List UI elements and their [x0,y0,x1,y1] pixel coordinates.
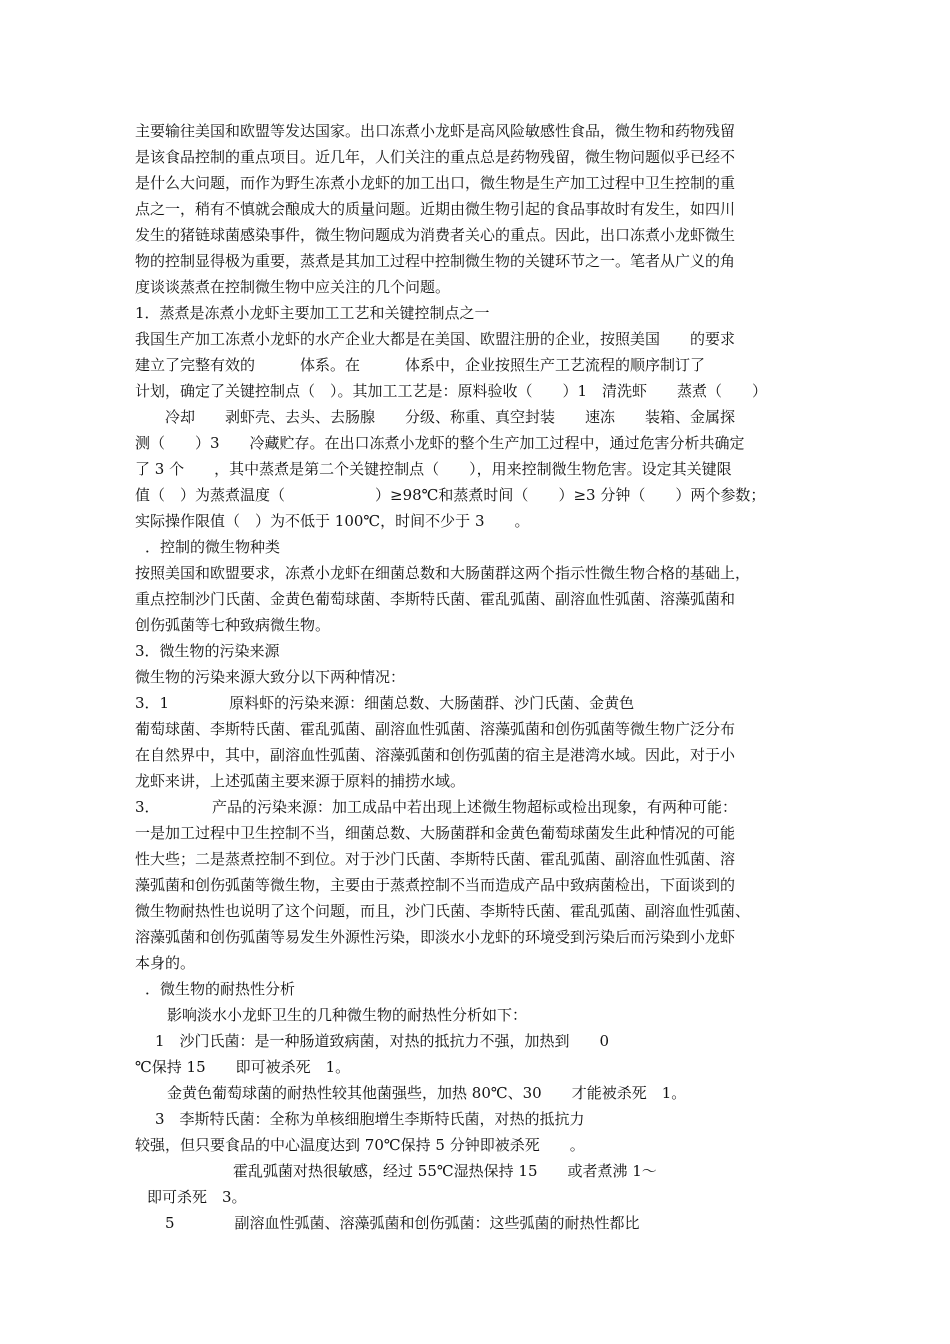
paragraph-line: 值（ ）为蒸煮温度（ ）≥98℃和蒸煮时间（ ）≥3 分钟（ ）两个参数； [135,486,766,504]
list-item: 1 沙门氏菌：是一种肠道致病菌，对热的抵抗力不强，加热到 0 [155,1032,610,1050]
paragraph-line: 重点控制沙门氏菌、金黄色葡萄球菌、李斯特氏菌、霍乱弧菌、副溶血性弧菌、溶藻弧菌和 [135,590,736,608]
paragraph-line: 建立了完整有效的 体系。在 体系中，企业按照生产工艺流程的顺序制订了 [135,356,706,374]
subsection-line: 3． 产品的污染来源：加工成品中若出现上述微生物超标或检出现象，有两种可能： [135,798,738,816]
paragraph-line: 即可杀死 3。 [147,1188,247,1206]
paragraph-line: 冷却 剥虾壳、去头、去肠腺 分级、称重、真空封装 速冻 装箱、金属探 [135,408,736,426]
list-item: 霍乱弧菌对热很敏感，经过 55℃湿热保持 15 或者煮沸 1～ [233,1162,657,1180]
section-heading: 3．微生物的污染来源 [135,642,280,660]
paragraph-line: 微生物的污染来源大致分以下两种情况： [135,668,406,686]
subsection-line: 3．1 原料虾的污染来源：细菌总数、大肠菌群、沙门氏菌、金黄色 [135,694,635,712]
paragraph-line: 创伤弧菌等七种致病微生物。 [135,616,331,634]
paragraph-line: 是该食品控制的重点项目。近几年，人们关注的重点总是药物残留，微生物问题似乎已经不 [135,148,736,166]
paragraph-line: 点之一，稍有不慎就会酿成大的质量问题。近期由微生物引起的食品事故时有发生，如四川 [135,200,736,218]
paragraph-line: 我国生产加工冻煮小龙虾的水产企业大都是在美国、欧盟注册的企业，按照美国 的要求 [135,330,736,348]
list-item: 3 李斯特氏菌：全称为单核细胞增生李斯特氏菌，对热的抵抗力 [155,1110,585,1128]
paragraph-line: 发生的猪链球菌感染事件，微生物问题成为消费者关心的重点。因此，出口冻煮小龙虾微生 [135,226,736,244]
paragraph-line: 在自然界中，其中，副溶血性弧菌、溶藻弧菌和创伤弧菌的宿主是港湾水域。因此，对于小 [135,746,736,764]
paragraph-line: 性大些；二是蒸煮控制不到位。对于沙门氏菌、李斯特氏菌、霍乱弧菌、副溶血性弧菌、溶 [135,850,736,868]
paragraph-line: 计划，确定了关键控制点（ ）。其加工工艺是：原料验收（ ）1 清洗虾 蒸煮（ ） [135,382,768,400]
paragraph-line: 溶藻弧菌和创伤弧菌等易发生外源性污染，即淡水小龙虾的环境受到污染后而污染到小龙虾 [135,928,736,946]
list-item: 金黄色葡萄球菌的耐热性较其他菌强些，加热 80℃、30 才能被杀死 1。 [167,1084,687,1102]
section-heading: ．控制的微生物种类 [145,538,281,556]
paragraph-line: 本身的。 [135,954,196,972]
paragraph-line: 度谈谈蒸煮在控制微生物中应关注的几个问题。 [135,278,451,296]
paragraph-line: 藻弧菌和创伤弧菌等微生物，主要由于蒸煮控制不当而造成产品中致病菌检出，下面谈到的 [135,876,736,894]
paragraph-line: 物的控制显得极为重要，蒸煮是其加工过程中控制微生物的关键环节之一。笔者从广义的角 [135,252,736,270]
paragraph-line: 实际操作限值（ ）为不低于 100℃，时间不少于 3 。 [135,512,530,530]
paragraph-line: 微生物耐热性也说明了这个问题，而且，沙门氏菌、李斯特氏菌、霍乱弧菌、副溶血性弧菌、 [135,902,751,920]
section-heading: 1．蒸煮是冻煮小龙虾主要加工工艺和关键控制点之一 [135,304,490,322]
paragraph-line: 按照美国和欧盟要求，冻煮小龙虾在细菌总数和大肠菌群这两个指示性微生物合格的基础上， [135,564,751,582]
paragraph-line: 葡萄球菌、李斯特氏菌、霍乱弧菌、副溶血性弧菌、溶藻弧菌和创伤弧菌等微生物广泛分布 [135,720,736,738]
paragraph-line: 是什么大问题，而作为野生冻煮小龙虾的加工出口，微生物是生产加工过程中卫生控制的重 [135,174,736,192]
paragraph-line: 一是加工过程中卫生控制不当，细菌总数、大肠菌群和金黄色葡萄球菌发生此种情况的可能 [135,824,736,842]
paragraph-line: ℃保持 15 即可被杀死 1。 [135,1058,351,1076]
paragraph-line: 龙虾来讲，上述弧菌主要来源于原料的捕捞水域。 [135,772,466,790]
list-item: 5 副溶血性弧菌、溶藻弧菌和创伤弧菌：这些弧菌的耐热性都比 [165,1214,640,1232]
paragraph-line: 主要输往美国和欧盟等发达国家。出口冻煮小龙虾是高风险敏感性食品，微生物和药物残留 [135,122,736,140]
paragraph-line: 测（ ）3 冷藏贮存。在出口冻煮小龙虾的整个生产加工过程中，通过危害分析共确定 [135,434,745,452]
paragraph-line: 了 3 个 ，其中蒸煮是第二个关键控制点（ ），用来控制微生物危害。设定其关键限 [135,460,732,478]
paragraph-line: 影响淡水小龙虾卫生的几种微生物的耐热性分析如下： [167,1006,528,1024]
section-heading: ．微生物的耐热性分析 [145,980,296,998]
paragraph-line: 较强，但只要食品的中心温度达到 70℃保持 5 分钟即被杀死 。 [135,1136,585,1154]
